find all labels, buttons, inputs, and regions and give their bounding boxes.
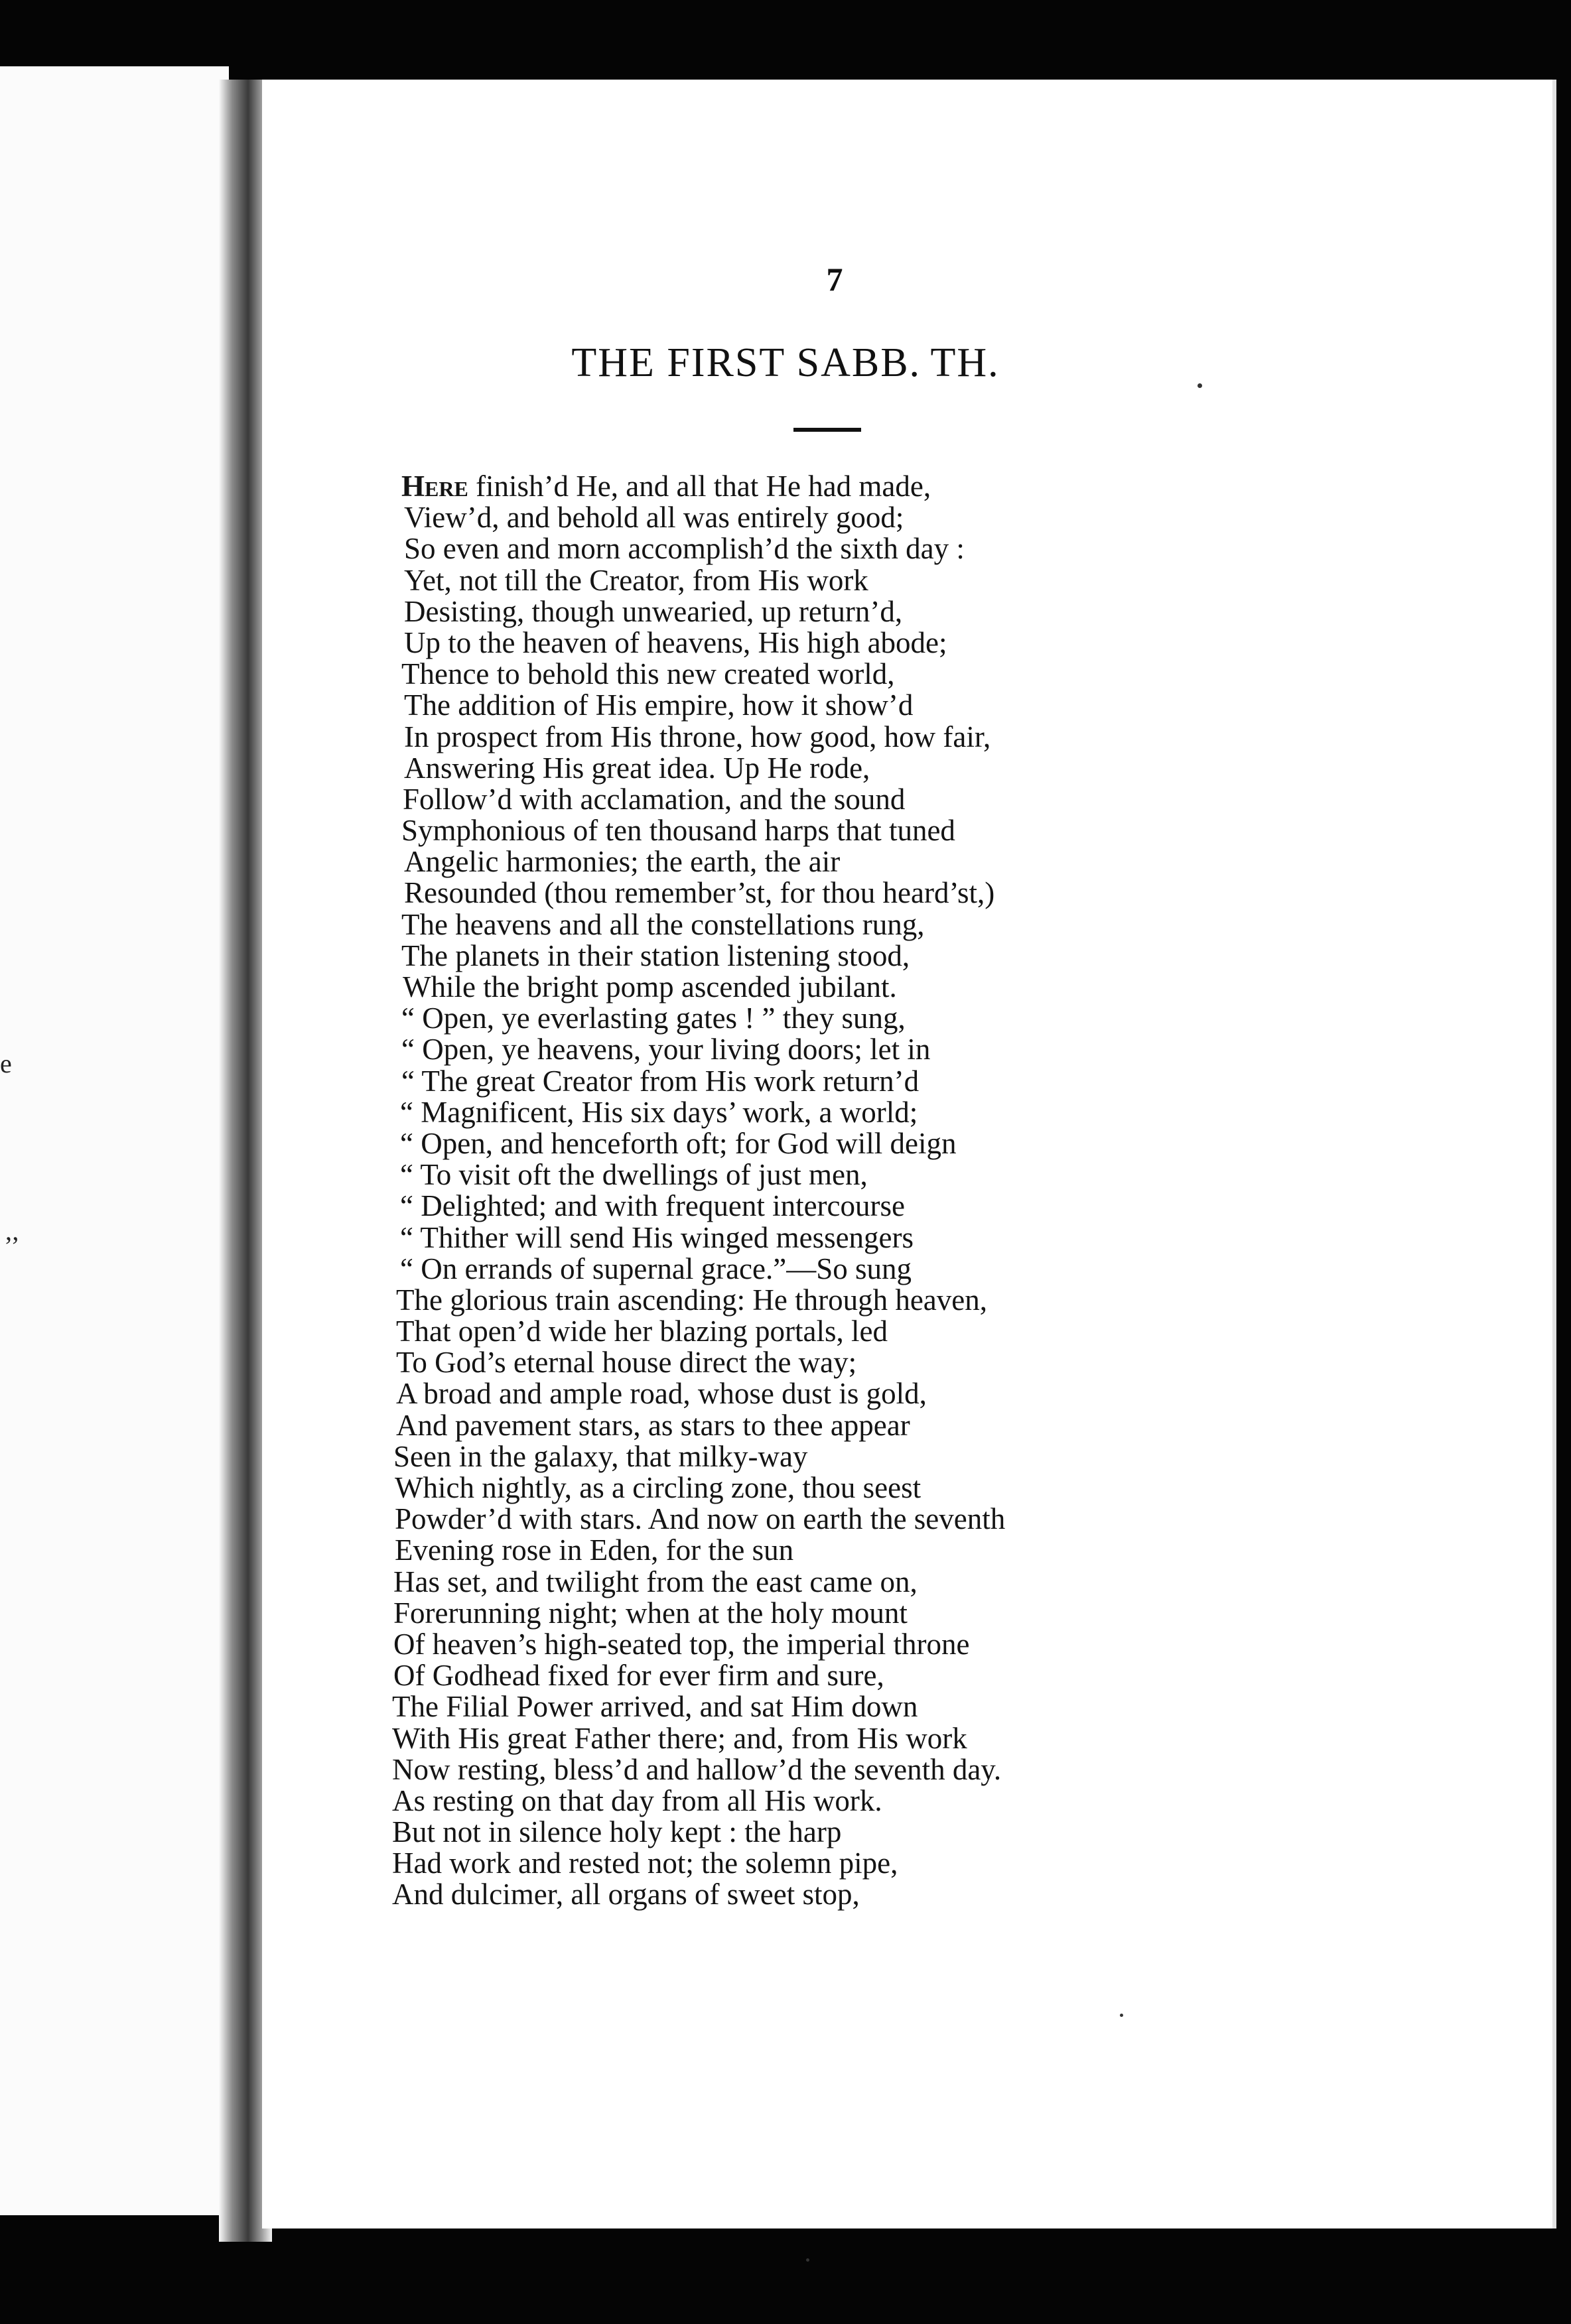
page-number: 7 <box>826 261 843 298</box>
poem-line: And dulcimer, all organs of sweet stop, <box>392 1878 860 1911</box>
poem-line: Now resting, bless’d and hallow’d the seventh day. <box>392 1752 1002 1786</box>
poem-line: But not in silence holy kept : the harp <box>392 1815 842 1849</box>
poem-line: “ The great Creator from His work return’d <box>401 1064 920 1098</box>
poem-line: That open’d wide her blazing portals, led <box>396 1315 888 1348</box>
poem-line: Thence to behold this new created world, <box>401 657 895 691</box>
poem-line: Evening rose in Eden, for the sun <box>395 1533 794 1567</box>
poem-line: “ Open, ye everlasting gates ! ” they sung, <box>401 1001 906 1035</box>
poem-line: The planets in their station listening stood, <box>401 938 910 972</box>
poem-line: As resting on that day from all His work. <box>392 1783 882 1817</box>
poem-line: View’d, and behold all was entirely good; <box>404 501 904 535</box>
poem-line: Yet, not till the Creator, from His work <box>404 563 868 597</box>
poem-line <box>381 471 1217 502</box>
previous-page-edge <box>0 66 229 2215</box>
poem-line: A broad and ample road, whose dust is gold, <box>396 1377 927 1411</box>
poem-line: To God’s eternal house direct the way; <box>396 1346 857 1380</box>
poem-line: Of Godhead fixed for ever firm and sure, <box>393 1659 884 1693</box>
poem-line: Follow’d with acclamation, and the sound <box>403 782 906 816</box>
poem-line: “ Open, and henceforth oft; for God will deign <box>400 1126 957 1160</box>
poem-title: THE FIRST SABB. TH. <box>571 340 1000 385</box>
scan-speck <box>1197 383 1202 388</box>
poem-line: “ On errands of supernal grace.”—So sung <box>400 1252 912 1285</box>
poem-line: Forerunning night; when at the holy mount <box>393 1596 908 1630</box>
poem-line: While the bright pomp ascended jubilant. <box>403 970 897 1003</box>
poem-line-text: finish’d He, and all that He had made, <box>468 470 931 503</box>
poem-first-word: Here <box>401 470 468 503</box>
poem-line: Which nightly, as a circling zone, thou seest <box>395 1471 922 1504</box>
scan-speck <box>806 2258 809 2262</box>
poem-line: “ To visit oft the dwellings of just men, <box>400 1158 868 1192</box>
poem-line: Up to the heaven of heavens, His high abode; <box>404 625 947 659</box>
poem-line: “ Magnificent, His six days’ work, a world; <box>400 1095 918 1129</box>
poem-line: With His great Father there; and, from His work <box>392 1721 967 1755</box>
poem-line: Of heaven’s high-seated top, the imperial throne <box>393 1627 970 1661</box>
poem-line: Had work and rested not; the solemn pipe, <box>392 1846 898 1880</box>
poem-line: In prospect from His throne, how good, how fair, <box>404 720 991 753</box>
poem-line: “ Thither will send His winged messengers <box>400 1220 914 1254</box>
poem-line: And pavement stars, as stars to thee appear <box>396 1408 910 1442</box>
poem-line: So even and morn accomplish’d the sixth day : <box>404 532 965 566</box>
previous-page-fragment: e <box>0 1049 12 1078</box>
poem-line: Has set, and twilight from the east came on, <box>393 1565 918 1598</box>
poem-line: The addition of His empire, how it show’d <box>404 688 914 722</box>
poem-line: Resounded (thou remember’st, for thou heard’st,) <box>404 876 995 910</box>
poem-body <box>381 471 1217 1911</box>
poem-line: Angelic harmonies; the earth, the air <box>404 845 841 879</box>
poem-line: Powder’d with stars. And now on earth the seventh <box>395 1502 1006 1536</box>
poem-line: Seen in the galaxy, that milky-way <box>393 1439 808 1473</box>
poem-line: Symphonious of ten thousand harps that tuned <box>401 814 955 848</box>
poem-line: “ Open, ye heavens, your living doors; let in <box>401 1033 931 1066</box>
poem-line: Answering His great idea. Up He rode, <box>404 751 870 785</box>
poem-line: The Filial Power arrived, and sat Him down <box>392 1690 918 1724</box>
poem-line: “ Delighted; and with frequent intercourse <box>400 1189 905 1223</box>
scan-speck <box>1120 2014 1123 2017</box>
poem-line: Desisting, though unwearied, up return’d, <box>404 594 903 628</box>
poem-line: The glorious train ascending: He through heaven, <box>396 1283 987 1317</box>
previous-page-fragment: ’’ <box>4 1231 20 1261</box>
poem-line: The heavens and all the constellations rung, <box>401 907 925 941</box>
title-divider <box>793 428 861 432</box>
